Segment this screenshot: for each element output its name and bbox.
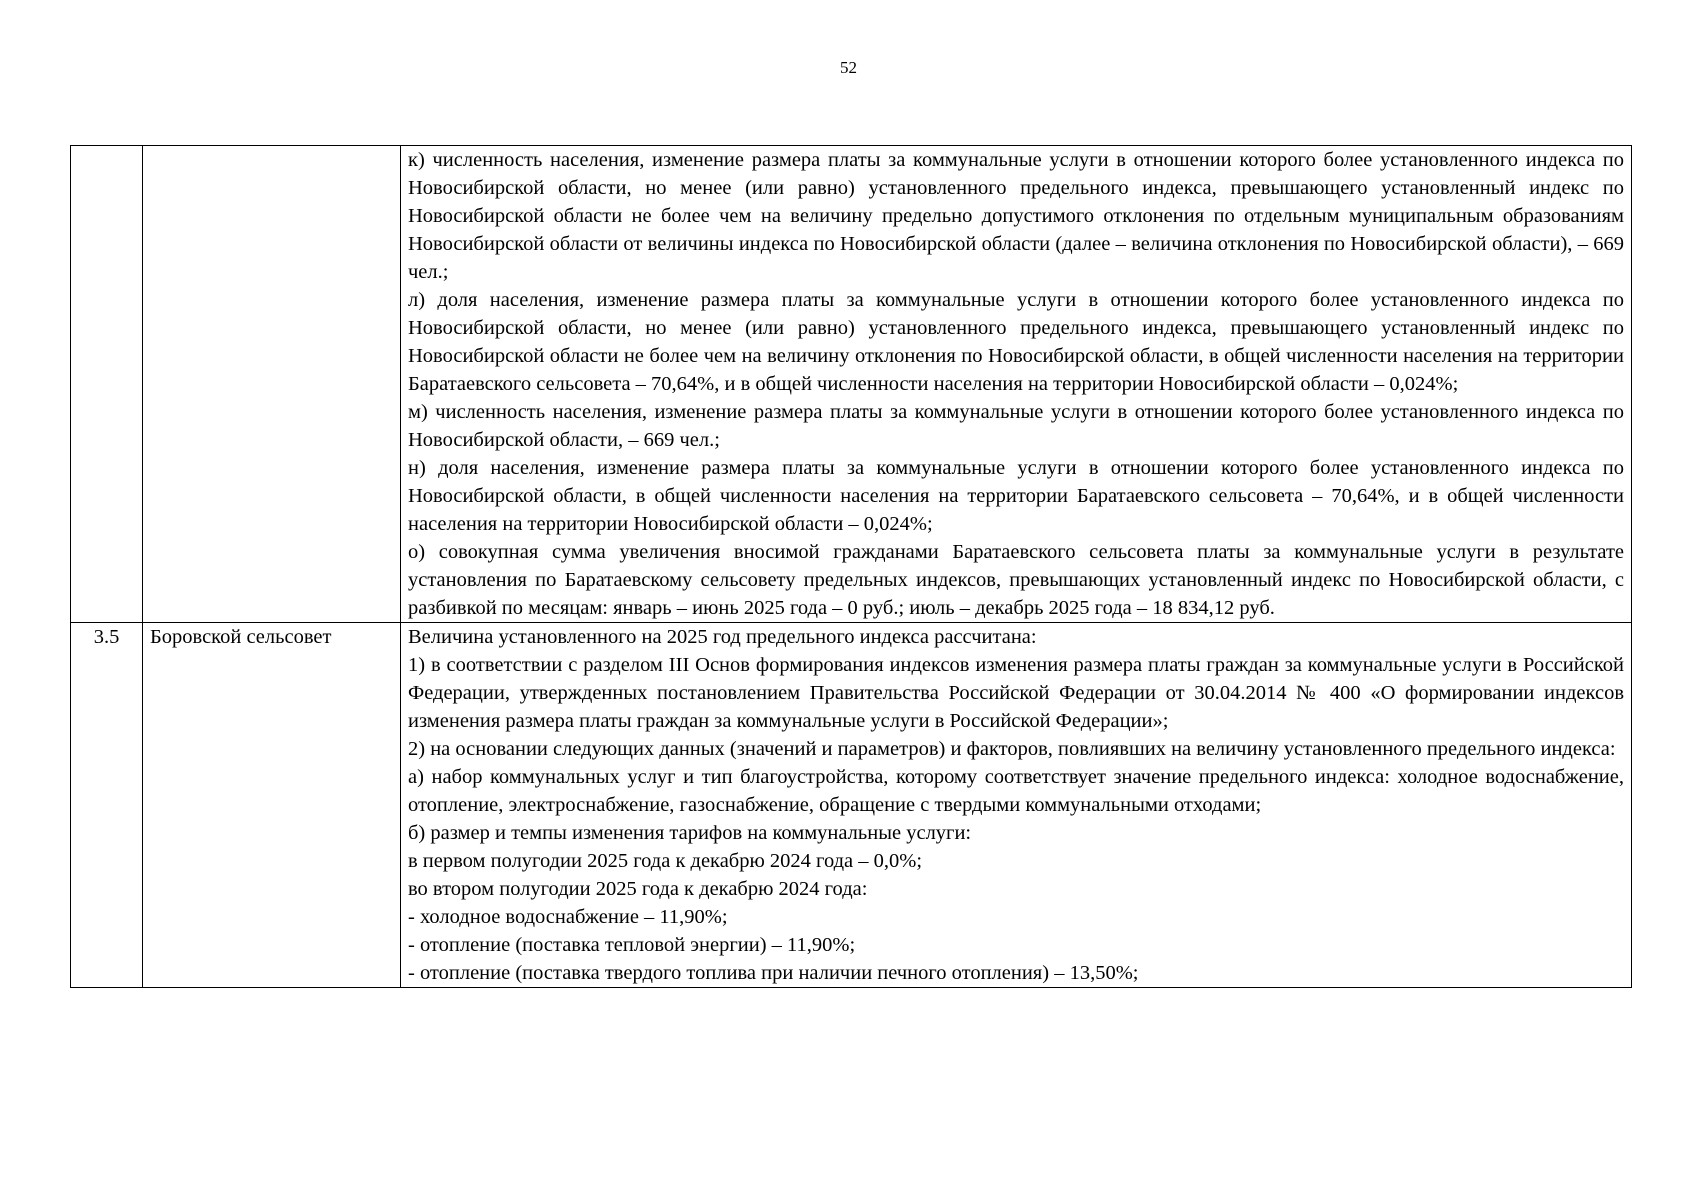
paragraph: Величина установленного на 2025 год предельного индекса рассчитана: (408, 626, 1037, 648)
document-table (70, 145, 1632, 988)
paragraph: а) набор коммунальных услуг и тип благоустройства, которому соответствует значение предельного индекса: холодное водоснабжение, отопление, электроснабжение, газоснабжение, обращение с твердыми коммунальными отходами; (408, 766, 1624, 816)
paragraph: - холодное водоснабжение – 11,90%; (408, 906, 728, 928)
table-row (71, 146, 1632, 623)
paragraph: 2) на основании следующих данных (значений и параметров) и факторов, повлиявших на величину установленного предельного индекса: (408, 738, 1616, 760)
paragraph: в первом полугодии 2025 года к декабрю 2024 года – 0,0%; (408, 850, 923, 872)
paragraph: б) размер и темпы изменения тарифов на коммунальные услуги: (408, 822, 972, 844)
paragraph: во втором полугодии 2025 года к декабрю 2024 года: (408, 878, 868, 900)
page-number: 52 (840, 58, 857, 77)
table-row (71, 623, 1632, 988)
paragraph: о) совокупная сумма увеличения вносимой гражданами Баратаевского сельсовета платы за коммунальные услуги в результате установления по Баратаевскому сельсовету предельных индексов, превышающих установленный индекс по Новосибирской области, с разбивкой по месяцам: январь – июнь 2025 года – 0 руб.; июль – декабрь 2025 года – 18 834,12 руб. (408, 541, 1624, 619)
municipality-name-cell: Боровской сельсовет (143, 623, 401, 988)
paragraph: л) доля населения, изменение размера платы за коммунальные услуги в отношении которого более установленного индекса по Новосибирской области, но менее (или равно) установленного предельного индекса, превышающего установленный индекс по Новосибирской области не более чем на величину отклонения по Новосибирской области, в общей численности населения на территории Баратаевского сельсовета – 70,64%, и в общей численности населения на территории Новосибирской области – 0,024%; (408, 289, 1624, 395)
paragraph: н) доля населения, изменение размера платы за коммунальные услуги в отношении которого более установленного индекса по Новосибирской области, в общей численности населения на территории Баратаевского сельсовета – 70,64%, и в общей численности населения на территории Новосибирской области – 0,024%; (408, 457, 1624, 535)
paragraph: 1) в соответствии с разделом III Основ формирования индексов изменения размера платы граждан за коммунальные услуги в Российской Федерации, утвержденных постановлением Правительства Российской Федерации от 30.04.2014 № 400 «О формировании индексов изменения размера платы граждан за коммунальные услуги в Российской Федерации»; (408, 654, 1624, 732)
paragraph: - отопление (поставка твердого топлива при наличии печного отопления) – 13,50%; (408, 962, 1139, 984)
paragraph: - отопление (поставка тепловой энергии) – 11,90%; (408, 934, 856, 956)
row-number-cell (71, 146, 143, 623)
row-number-cell: 3.5 (71, 623, 143, 988)
paragraph: к) численность населения, изменение размера платы за коммунальные услуги в отношении которого более установленного индекса по Новосибирской области, но менее (или равно) установленного предельного индекса, превышающего установленный индекс по Новосибирской области не более чем на величину предельно допустимого отклонения по отдельным муниципальным образованиям Новосибирской области от величины индекса по Новосибирской области (далее – величина отклонения по Новосибирской области), – 669 чел.; (408, 149, 1624, 283)
description-cell (401, 146, 1632, 623)
paragraph: м) численность населения, изменение размера платы за коммунальные услуги в отношении которого более установленного индекса по Новосибирской области, – 669 чел.; (408, 401, 1624, 451)
description-cell (401, 623, 1632, 988)
municipality-name-cell (143, 146, 401, 623)
